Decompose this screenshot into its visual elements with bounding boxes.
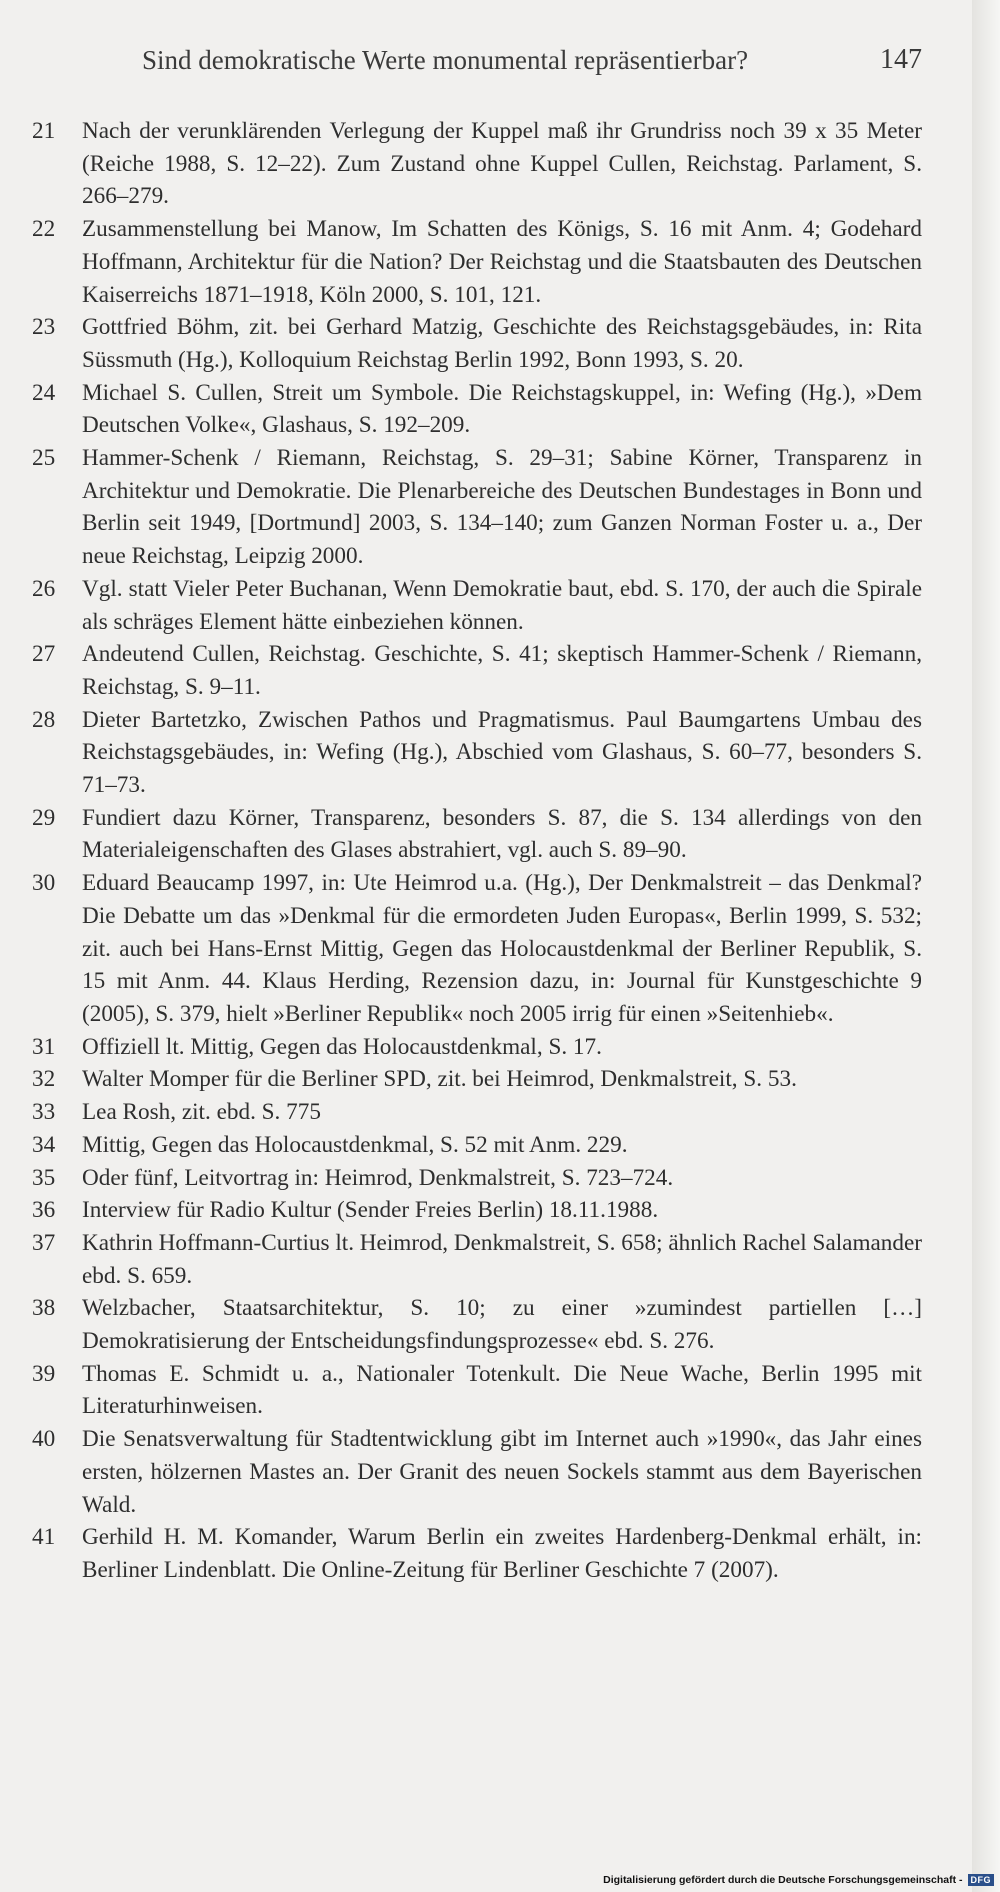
endnote — [30, 802, 922, 867]
endnote-number: 28 — [32, 706, 56, 733]
endnote — [30, 1194, 922, 1227]
endnote-text: Lea Rosh, zit. ebd. S. 775 — [82, 1099, 321, 1126]
endnote-number: 40 — [32, 1426, 56, 1453]
endnote-text: Zusammenstellung bei Manow, Im Schatten des Königs, S. 16 mit Anm. 4; Godehard Hoffmann, Architektur für die Nation? Der Reichstag und die Staatsbauten des Deutschen Kaiserreichs 1871–1918, Köln 2000, S. 101, 121. — [82, 216, 922, 308]
endnote — [30, 704, 922, 802]
endnote-text: Offiziell lt. Mittig, Gegen das Holocaustdenkmal, S. 17. — [82, 1033, 602, 1060]
endnote-text: Dieter Bartetzko, Zwischen Pathos und Pragmatismus. Paul Baumgartens Umbau des Reichstagsgebäudes, in: Wefing (Hg.), Abschied vom Glashaus, S. 60–77, besonders S. 71–73. — [82, 706, 922, 799]
endnote — [30, 1063, 922, 1096]
endnote — [30, 573, 922, 638]
endnote-number: 23 — [32, 314, 56, 341]
endnote-text: Interview für Radio Kultur (Sender Freies Berlin) 18.11.1988. — [82, 1197, 659, 1224]
endnote-number: 30 — [32, 870, 56, 897]
running-title: Sind demokratische Werte monumental repräsentierbar? — [142, 45, 749, 75]
endnote-number: 25 — [32, 445, 56, 472]
endnote — [30, 1423, 922, 1521]
endnote — [30, 1358, 922, 1423]
endnote — [30, 115, 922, 213]
endnote-text: Gottfried Böhm, zit. bei Gerhard Matzig, Geschichte des Reichstagsgebäudes, in: Rita Süssmuth (Hg.), Kolloquium Reichstag Berlin 1992, Bonn 1993, S. 20. — [82, 314, 922, 373]
endnote-text: Gerhild H. M. Komander, Warum Berlin ein zweites Hardenberg-Denkmal erhält, in: Berliner Lindenblatt. Die Online-Zeitung für Berliner Geschichte 7 (2007). — [82, 1524, 922, 1583]
endnote — [30, 1096, 922, 1129]
endnote-text: Die Senatsverwaltung für Stadtentwicklung gibt im Internet auch »1990«, das Jahr eines ersten, hölzernen Mastes an. Der Granit des neuen Sockels stammt aus dem Bayerischen Wald. — [82, 1426, 922, 1518]
page-edge-shadow — [972, 0, 1000, 1892]
dfg-logo: DFG — [968, 1874, 995, 1886]
endnote-number: 27 — [32, 641, 56, 668]
endnote-number: 22 — [32, 216, 56, 243]
endnote-number: 24 — [32, 379, 56, 406]
endnote — [30, 377, 922, 442]
endnote-number: 29 — [32, 804, 56, 831]
endnote — [30, 867, 922, 1031]
endnote-text: Oder fünf, Leitvortrag in: Heimrod, Denkmalstreit, S. 723–724. — [82, 1164, 674, 1191]
endnote-text: Fundiert dazu Körner, Transparenz, besonders S. 87, die S. 134 allerdings von den Materialeigenschaften des Glases abstrahiert, vgl. auch S. 89–90. — [82, 804, 922, 864]
endnote-number: 35 — [32, 1164, 56, 1191]
endnote — [30, 311, 922, 376]
running-head — [142, 40, 922, 80]
endnote — [30, 638, 922, 703]
page-number: 147 — [880, 44, 922, 75]
endnote-text: Nach der verunklärenden Verlegung der Kuppel maß ihr Grundriss noch 39 x 35 Meter (Reiche 1988, S. 12–22). Zum Zustand ohne Kuppel Cullen, Reichstag. Parlament, S. 266–279. — [82, 118, 922, 210]
endnote-text: Welzbacher, Staatsarchitektur, S. 10; zu einer »zumindest partiellen […] Demokratisierung der Entscheidungsfindungsprozesse« ebd. S. 276. — [82, 1295, 922, 1355]
endnote-text: Hammer-Schenk / Riemann, Reichstag, S. 29–31; Sabine Körner, Transparenz in Architektur und Demokratie. Die Plenarbereiche des Deutschen Bundestages in Bonn und Berlin seit 1949, [Dortmund] 2003, S. 134–140; zum Ganzen Norman Foster u. a., Der neue Reichstag, Leipzig 2000. — [82, 445, 922, 570]
endnote-number: 38 — [32, 1295, 56, 1322]
endnote-text: Walter Momper für die Berliner SPD, zit. bei Heimrod, Denkmalstreit, S. 53. — [82, 1066, 797, 1093]
endnote-number: 31 — [32, 1033, 56, 1060]
endnote-number: 21 — [32, 118, 56, 144]
endnote-number: 37 — [32, 1229, 56, 1256]
endnote — [30, 442, 922, 573]
endnote — [30, 1031, 922, 1064]
endnote-text: Andeutend Cullen, Reichstag. Geschichte, S. 41; skeptisch Hammer-Schenk / Riemann, Reichstag, S. 9–11. — [82, 641, 922, 700]
endnote-text: Mittig, Gegen das Holocaustdenkmal, S. 52 mit Anm. 229. — [82, 1131, 628, 1158]
endnote-number: 39 — [32, 1360, 56, 1387]
endnote — [30, 213, 922, 311]
endnote-text: Michael S. Cullen, Streit um Symbole. Die Reichstagskuppel, in: Wefing (Hg.), »Dem Deutschen Volke«, Glashaus, S. 192–209. — [82, 379, 922, 439]
endnote — [30, 1227, 922, 1292]
endnote-number: 41 — [32, 1524, 56, 1551]
endnote — [30, 1292, 922, 1357]
digitization-credit — [603, 1872, 994, 1888]
endnotes-list — [30, 115, 922, 1587]
endnote-text: Kathrin Hoffmann-Curtius lt. Heimrod, Denkmalstreit, S. 658; ähnlich Rachel Salamander ebd. S. 659. — [82, 1229, 922, 1289]
endnote — [30, 1162, 922, 1195]
endnote — [30, 1521, 922, 1586]
endnote-text: Vgl. statt Vieler Peter Buchanan, Wenn Demokratie baut, ebd. S. 170, der auch die Spirale als schräges Element hätte einbeziehen können. — [82, 575, 922, 635]
endnote-text: Eduard Beaucamp 1997, in: Ute Heimrod u.a. (Hg.), Der Denkmalstreit – das Denkmal? Die Debatte um das »Denkmal für die ermordeten Juden Europas«, Berlin 1999, S. 532; zit. auch bei Hans-Ernst Mittig, Gegen das Holocaustdenkmal der Berliner Republik, S. 15 mit Anm. 44. Klaus Herding, Rezension dazu, in: Journal für Kunstgeschichte 9 (2005), S. 379, hielt »Berliner Republik« noch 2005 irrig für einen »Seitenhieb«. — [82, 870, 922, 1027]
endnote-number: 32 — [32, 1066, 56, 1093]
endnote — [30, 1129, 922, 1162]
digitization-credit-text: Digitalisierung gefördert durch die Deutsche Forschungsgemeinschaft - — [603, 1874, 963, 1886]
endnote-number: 34 — [32, 1131, 56, 1158]
endnote-text: Thomas E. Schmidt u. a., Nationaler Totenkult. Die Neue Wache, Berlin 1995 mit Literaturhinweisen. — [82, 1360, 922, 1420]
endnote-number: 26 — [32, 575, 56, 602]
endnote-number: 33 — [32, 1099, 56, 1126]
endnote-number: 36 — [32, 1197, 56, 1224]
